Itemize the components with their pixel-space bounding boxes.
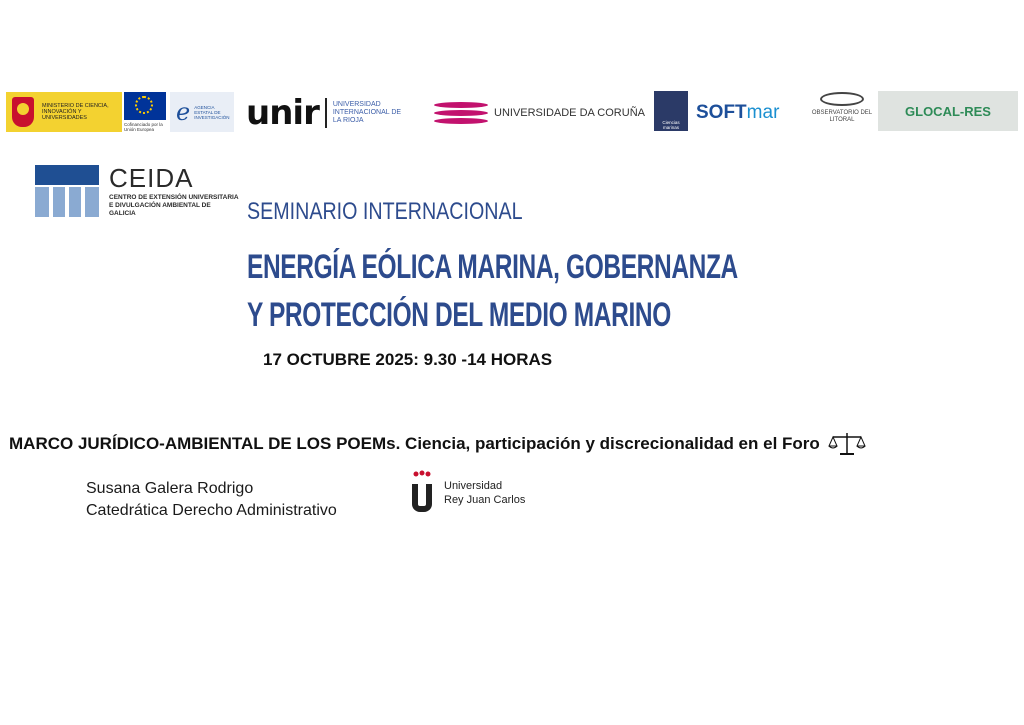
coruna-logo — [434, 96, 650, 130]
unir-logo — [246, 92, 426, 134]
seminar-label: SEMINARIO INTERNACIONAL — [247, 198, 523, 225]
event-title-line-2: Y PROTECCIÓN DEL MEDIO MARINO — [247, 296, 671, 334]
ministerio-logo — [6, 92, 122, 132]
eu-logo — [124, 92, 168, 134]
coruna-text: UNIVERSIDADE DA CORUÑA — [494, 107, 645, 119]
speaker-role: Catedrática Derecho Administrativo — [86, 502, 337, 519]
agencia-text: AGENCIA ESTATAL DE INVESTIGACIÓN — [194, 104, 230, 120]
ciencias-text: Ciencias marinas — [662, 120, 680, 130]
agencia-logo — [170, 92, 234, 132]
event-title-line-1: ENERGÍA EÓLICA MARINA, GOBERNANZA — [247, 248, 738, 286]
ciencias-marinas-logo — [654, 91, 688, 131]
talk-title: MARCO JURÍDICO-AMBIENTAL DE LOS POEMs. Ciencia, participación y discrecionalidad en el Foro — [9, 434, 820, 453]
urjc-line2: Rey Juan Carlos — [444, 494, 526, 506]
agencia-mark-icon: e — [176, 98, 191, 126]
urjc-emblem-icon — [410, 470, 434, 516]
observatorio-logo — [810, 88, 874, 136]
eu-text: Cofinanciado por la Unión Europea — [124, 122, 163, 132]
glocal-logo — [878, 91, 1018, 131]
ceida-columns-icon — [35, 165, 99, 219]
scales-of-justice-icon — [828, 431, 866, 457]
unir-mark: unir — [246, 93, 319, 133]
ministerio-text: MINISTERIO DE CIENCIA, INNOVACIÓN Y UNIVERSIDADES — [42, 103, 109, 121]
eye-icon — [820, 92, 864, 106]
speaker-block — [86, 478, 337, 522]
observatorio-text: OBSERVATORIO DEL LITORAL — [811, 110, 873, 123]
eu-flag-icon — [124, 92, 166, 120]
urjc-logo — [410, 468, 550, 518]
ceida-subtitle: CENTRO DE EXTENSIÓN UNIVERSITARIA E DIVULGACIÓN AMBIENTAL DE GALICIA — [109, 194, 239, 217]
talk-title-row — [9, 431, 866, 457]
softmar-text-a: SOFT — [696, 102, 747, 123]
urjc-line1: Universidad — [444, 480, 503, 492]
event-date: 17 OCTUBRE 2025: 9.30 -14 HORAS — [263, 350, 553, 369]
ceida-logo — [35, 163, 239, 225]
softmar-logo — [696, 94, 802, 132]
coat-of-arms-icon — [12, 97, 34, 127]
ceida-name: CEIDA — [109, 163, 194, 193]
udc-emblem-icon — [434, 100, 488, 126]
unir-text: UNIVERSIDAD INTERNACIONAL DE LA RIOJA — [332, 101, 402, 124]
sponsor-logo-bar — [6, 88, 1020, 138]
softmar-text-b: mar — [746, 102, 780, 123]
speaker-name: Susana Galera Rodrigo — [86, 480, 254, 497]
glocal-text: GLOCAL-RES — [905, 103, 991, 119]
